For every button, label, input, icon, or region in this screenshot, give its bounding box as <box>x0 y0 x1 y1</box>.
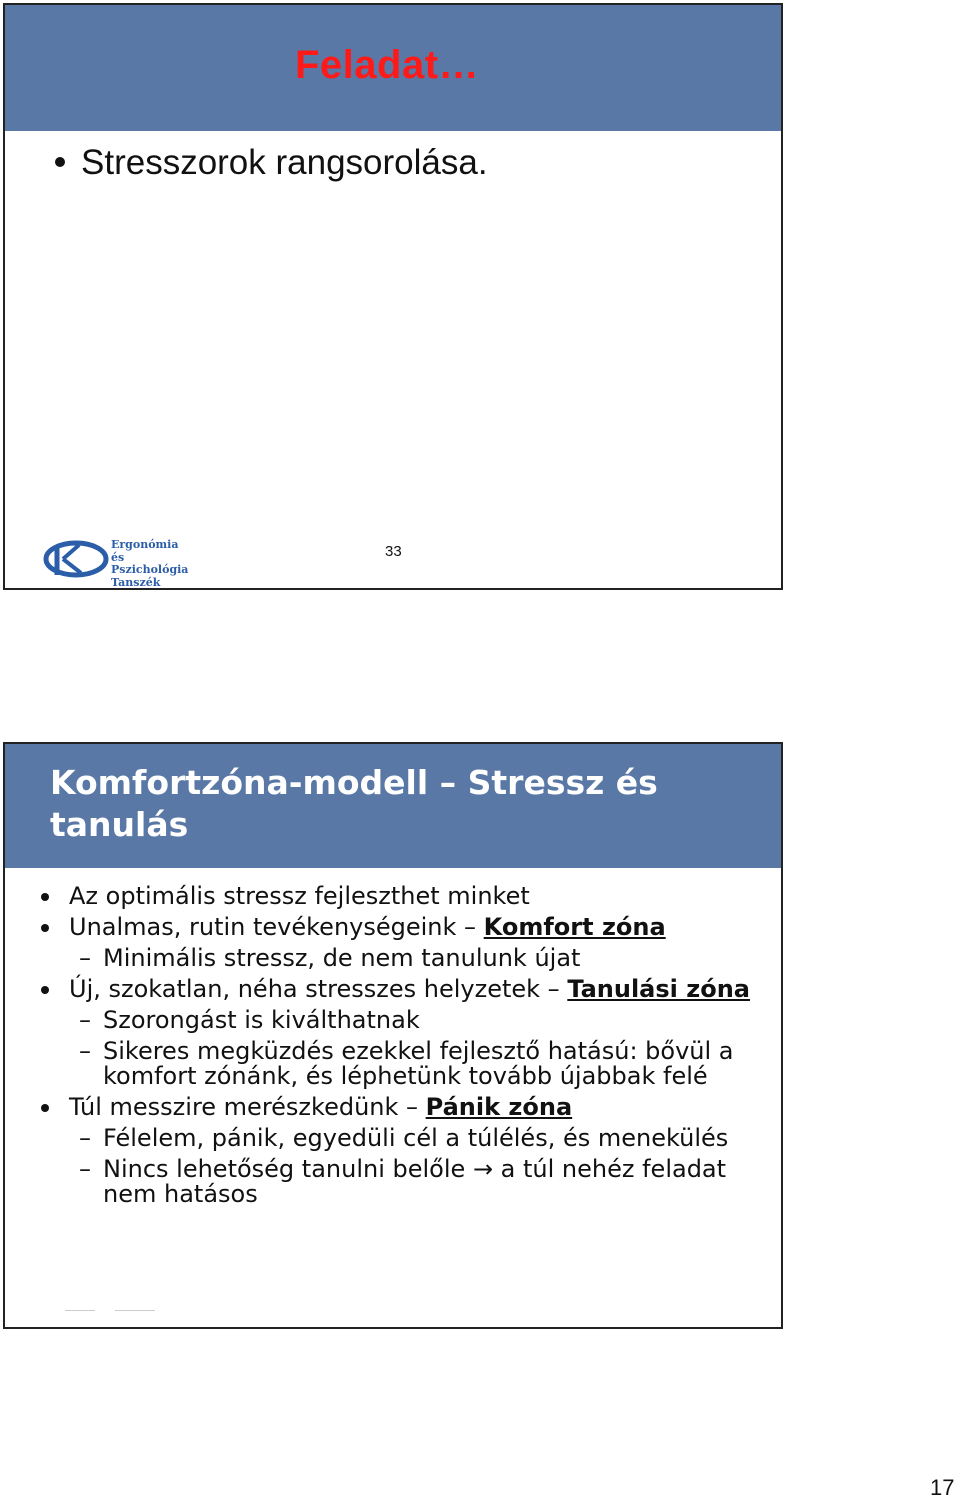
bullet-item <box>55 143 488 183</box>
list-subitem: – Nincs lehetőség tanulni belőle → a túl nehéz feladat nem hatásos <box>37 1157 777 1207</box>
slide-title: Komfortzóna-modell – Stressz és tanulás <box>50 763 658 844</box>
zone-label: Pánik zóna <box>425 1093 573 1121</box>
page-number: 17 <box>930 1475 955 1500</box>
department-logo <box>43 537 193 589</box>
slide-33 <box>3 3 783 590</box>
bullet-dot <box>55 157 65 167</box>
slide-komfortzona <box>3 742 783 1329</box>
footer-divider <box>65 1310 95 1311</box>
list-subitem: – Félelem, pánik, egyedüli cél a túlélés, és menekülés <box>37 1126 777 1151</box>
list-subitem: – Szorongást is kiválthatnak <box>37 1008 777 1033</box>
logo-text <box>111 539 193 589</box>
logo-line-1: Ergonómia és <box>111 538 179 564</box>
slide-number: 33 <box>385 543 402 560</box>
logo-line-2: Pszichológia <box>111 563 189 576</box>
list-subitem: – Minimális stressz, de nem tanulunk újat <box>37 946 777 971</box>
bullet-list <box>37 878 777 1207</box>
zone-label: Tanulási zóna <box>567 975 750 1003</box>
arrow-right-icon: → <box>472 1155 494 1183</box>
zone-label: Komfort zóna <box>483 913 666 941</box>
logo-line-3: Tanszék <box>111 575 161 589</box>
list-item: Új, szokatlan, néha stresszes helyzetek – Tanulási zóna <box>37 977 777 1002</box>
list-item: Az optimális stressz fejleszthet minket <box>37 884 777 909</box>
bullet-text: Stresszorok rangsorolása. <box>81 143 488 182</box>
logo-emblem-icon <box>43 537 109 581</box>
list-item: Túl messzire merészkedünk – Pánik zóna <box>37 1095 777 1120</box>
list-item: Unalmas, rutin tevékenységeink – Komfort zóna <box>37 915 777 940</box>
slide-title: Feladat… <box>295 43 480 87</box>
footer-divider <box>115 1310 155 1311</box>
list-subitem: – Sikeres megküzdés ezekkel fejlesztő hatású: bővül a komfort zónánk, és léphetünk tovább újabbak felé <box>37 1039 777 1089</box>
